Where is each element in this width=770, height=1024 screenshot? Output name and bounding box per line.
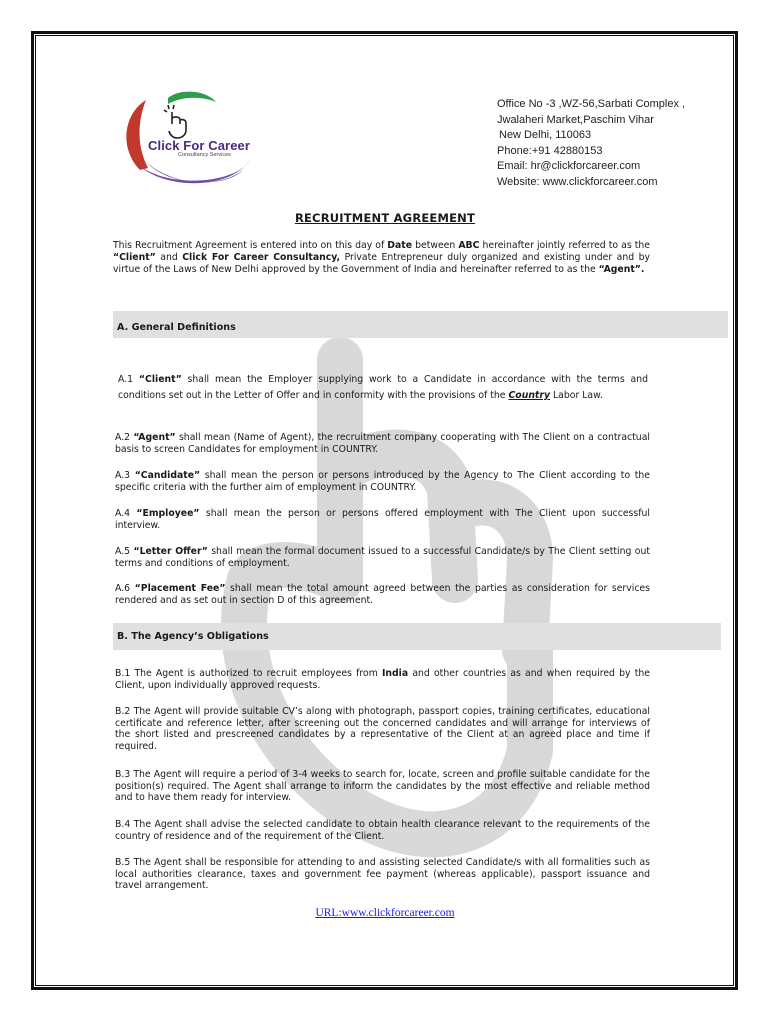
section-a-title: A. General Definitions bbox=[117, 322, 236, 333]
item-number: B.2 bbox=[115, 706, 134, 717]
address-website: Website: www.clickforcareer.com bbox=[497, 175, 658, 188]
item-number: A.2 bbox=[115, 432, 134, 443]
item-text: The Agent shall be responsible for attending to and assisting selected Candidate/s with all formalities such as local authorities clearance, taxes and government fee payment (whereas applicable), passport issuance and travel arrangement. bbox=[115, 857, 650, 892]
intro-text: between bbox=[412, 240, 459, 251]
item-text: shall mean the total amount agreed between the parties as consideration for services rendered and as set out in section D of this agreement. bbox=[115, 583, 650, 606]
item-text: The Agent will provide suitable CV’s along with photograph, passport copies, training certificates, educational certificate and reference letter, after screening out the concerned candidates and will arrange for interviews of the short listed and prescreened candidates by a representative of the Client at an agreed place and time if required. bbox=[115, 706, 650, 752]
item-number: A.5 bbox=[115, 546, 134, 557]
item-term: “Client” bbox=[138, 374, 182, 385]
item-text: and other countries as and when required by the Client, upon individually approved requests. bbox=[115, 668, 650, 691]
intro-text: This Recruitment Agreement is entered into on this day of bbox=[113, 240, 388, 251]
address-email: Email: hr@clickforcareer.com bbox=[497, 160, 641, 172]
definition-a4 bbox=[115, 508, 650, 531]
obligation-b1 bbox=[115, 668, 650, 691]
item-number: A.1 bbox=[118, 374, 139, 385]
intro-paragraph bbox=[113, 240, 650, 277]
section-b-title: B. The Agency’s Obligations bbox=[117, 631, 269, 642]
obligation-b2 bbox=[115, 706, 650, 752]
item-number: B.1 bbox=[115, 668, 135, 679]
address-line: Jwalaheri Market,Paschim Vihar bbox=[497, 113, 654, 126]
item-india: India bbox=[381, 668, 409, 679]
intro-text: hereinafter jointly referred to as the bbox=[479, 240, 650, 251]
definition-a3 bbox=[115, 470, 650, 493]
item-text: The Agent shall advise the selected candidate to obtain health clearance relevant to the requirements of the country of residence and of the requirement of the Client. bbox=[115, 819, 650, 842]
item-term: “Placement Fee” bbox=[134, 583, 226, 594]
logo-subtitle: Consultancy Services bbox=[178, 152, 231, 158]
item-term: “Candidate” bbox=[134, 470, 201, 481]
address-phone: Phone:+91 42880153 bbox=[497, 144, 603, 157]
definition-a2 bbox=[115, 432, 650, 455]
intro-client: “Client” bbox=[113, 252, 156, 264]
item-text: shall mean the formal document issued to a successful Candidate/s by The Client setting out terms and conditions of employment. bbox=[115, 546, 650, 569]
item-text: shall mean the person or persons offered employment with The Client upon successful interview. bbox=[115, 508, 650, 531]
watermark-hand-icon bbox=[190, 320, 590, 900]
definition-a5 bbox=[115, 546, 650, 569]
address-line: New Delhi, 110063 bbox=[499, 129, 592, 141]
item-text: shall mean the Employer supplying work to a Candidate in accordance with the terms and conditions set out in the Letter of Offer and in conformity with the provisions of the bbox=[118, 374, 648, 401]
item-number: B.4 bbox=[115, 819, 134, 830]
item-text: shall mean the person or persons introduced by the Agency to The Client according to the specific criteria with the further aim of employment in COUNTRY. bbox=[115, 470, 650, 493]
item-text: Labor Law. bbox=[550, 390, 603, 401]
obligation-b3 bbox=[115, 769, 650, 804]
item-term: “Letter Offer” bbox=[133, 546, 208, 557]
obligation-b5 bbox=[115, 857, 650, 892]
intro-abc: ABC bbox=[458, 240, 480, 251]
company-address bbox=[497, 97, 685, 190]
definition-a1 bbox=[118, 372, 648, 404]
item-text: The Agent will require a period of 3-4 weeks to search for, locate, screen and profile suitable candidate for the position(s) required. The Agent shall arrange to inform the candidates by the most effective and reliable method and to have them ready for interview. bbox=[115, 769, 650, 804]
address-line: Office No -3 ,WZ-56,Sarbati Complex , bbox=[497, 98, 686, 110]
item-text: shall mean (Name of Agent), the recruitment company cooperating with The Client on a contractual basis to screen Candidates for employment in COUNTRY. bbox=[115, 432, 650, 455]
item-term: “Employee” bbox=[136, 508, 200, 519]
document-title: RECRUITMENT AGREEMENT bbox=[294, 211, 476, 225]
intro-company: Click For Career Consultancy, bbox=[182, 252, 341, 264]
item-number: B.5 bbox=[115, 857, 134, 868]
intro-agent: “Agent”. bbox=[598, 264, 645, 276]
intro-text: and bbox=[155, 252, 183, 264]
item-number: A.4 bbox=[115, 508, 137, 519]
item-number: B.3 bbox=[115, 769, 134, 780]
logo-text: Click For Career bbox=[148, 138, 251, 153]
item-term: “Agent” bbox=[133, 432, 176, 443]
footer-url-link[interactable]: URL:www.clickforcareer.com bbox=[315, 907, 455, 919]
definition-a6 bbox=[115, 583, 650, 606]
item-number: A.3 bbox=[115, 470, 135, 481]
intro-text: Private Entrepreneur duly organized and existing under and by virtue of the Laws of New Delhi approved by the Government of India and hereinafter referred to as the bbox=[113, 252, 650, 276]
item-text: The Agent is authorized to recruit employees from bbox=[134, 668, 382, 679]
item-country: Country bbox=[508, 390, 551, 401]
item-number: A.6 bbox=[115, 583, 135, 594]
obligation-b4 bbox=[115, 819, 650, 842]
intro-date: Date bbox=[387, 240, 413, 251]
